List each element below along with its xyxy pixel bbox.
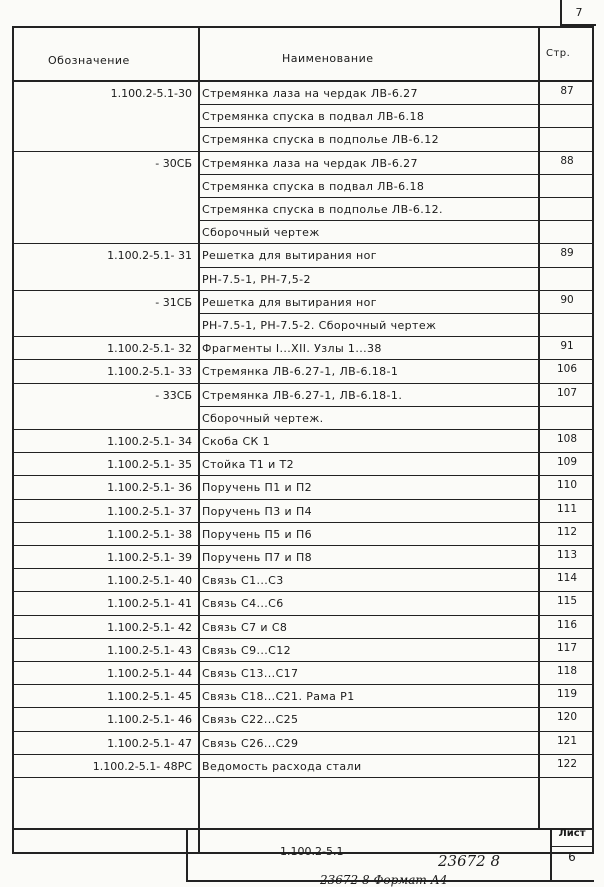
row-designation: 1.100.2-5.1- 40 bbox=[107, 574, 192, 588]
row-page-number: 117 bbox=[556, 641, 578, 654]
row-name: Скоба СК 1 bbox=[202, 435, 271, 448]
table-row bbox=[14, 105, 592, 128]
header-name: Наименование bbox=[282, 52, 374, 65]
row-designation: 1.100.2-5.1- 41 bbox=[107, 597, 192, 611]
table-row bbox=[14, 592, 592, 615]
row-designation: 1.100.2-5.1-30 bbox=[110, 87, 192, 100]
row-designation: 1.100.2-5.1- 44 bbox=[107, 667, 192, 680]
row-page-number: 111 bbox=[556, 502, 578, 515]
row-name: Стойка Т1 и Т2 bbox=[202, 458, 295, 472]
table-row bbox=[14, 407, 592, 430]
row-name: Поручень П3 и П4 bbox=[202, 504, 313, 518]
table-row bbox=[14, 244, 592, 267]
row-page-number: 108 bbox=[556, 433, 578, 445]
table-row bbox=[14, 128, 592, 151]
table-row bbox=[14, 569, 592, 592]
table-row bbox=[14, 291, 592, 314]
table-row bbox=[14, 616, 592, 639]
table-row bbox=[14, 708, 592, 731]
row-name: Связь С1...С3 bbox=[202, 574, 284, 588]
row-page-number: 88 bbox=[560, 154, 574, 167]
row-name: Поручень П7 и П8 bbox=[202, 551, 313, 564]
row-name: Связь С7 и С8 bbox=[202, 620, 288, 634]
row-name: Стремянка ЛВ-6.27-1, ЛВ-6.18-1 bbox=[202, 365, 399, 379]
table-row bbox=[14, 221, 592, 244]
row-page-number: 109 bbox=[556, 456, 578, 469]
row-designation: 1.100.2-5.1- 38 bbox=[107, 527, 192, 541]
table-row bbox=[14, 523, 592, 546]
stamp-handwritten-number: 23672 8 bbox=[438, 852, 501, 870]
row-name: Стремянка спуска в подвал ЛВ-6.18 bbox=[202, 179, 425, 193]
row-page-number: 116 bbox=[556, 618, 578, 631]
row-page-number: 90 bbox=[560, 293, 574, 306]
stamp-divider-left bbox=[186, 828, 188, 882]
row-name: Поручень П1 и П2 bbox=[202, 481, 313, 495]
row-page-number: 121 bbox=[556, 734, 578, 747]
row-designation: 1.100.2-5.1- 32 bbox=[107, 342, 192, 356]
corner-page-number: 7 bbox=[575, 6, 583, 19]
row-designation: 1.100.2-5.1- 31 bbox=[107, 249, 192, 263]
row-designation: 1.100.2-5.1- 48РС bbox=[92, 759, 192, 773]
table-row bbox=[14, 268, 592, 291]
row-page-number: 119 bbox=[556, 688, 578, 701]
row-name: Ведомость расхода стали bbox=[202, 759, 362, 773]
table-row bbox=[14, 198, 592, 221]
row-page-number: 87 bbox=[560, 85, 574, 97]
row-designation: - 30СБ bbox=[155, 156, 192, 170]
row-page-number: 91 bbox=[560, 340, 574, 353]
row-rule bbox=[14, 777, 592, 778]
row-designation: 1.100.2-5.1- 35 bbox=[107, 458, 192, 472]
row-designation: 1.100.2-5.1- 34 bbox=[107, 435, 192, 448]
row-page-number: 115 bbox=[556, 595, 578, 608]
row-page-number: 106 bbox=[556, 363, 578, 376]
row-name: Связь С26...С29 bbox=[202, 736, 299, 750]
row-page-number: 120 bbox=[556, 711, 578, 724]
row-name: Решетка для вытирания ног bbox=[202, 295, 377, 309]
row-designation: 1.100.2-5.1- 33 bbox=[107, 365, 192, 379]
header-designation: Обозначение bbox=[48, 54, 130, 67]
row-designation: 1.100.2-5.1- 36 bbox=[107, 481, 192, 495]
row-page-number: 107 bbox=[556, 386, 578, 399]
row-name: Связь С22...С25 bbox=[202, 713, 299, 727]
table-row bbox=[14, 82, 592, 105]
table-row bbox=[14, 453, 592, 476]
row-page-number: 89 bbox=[560, 247, 574, 260]
table-row bbox=[14, 360, 592, 383]
row-designation: 1.100.2-5.1- 37 bbox=[107, 504, 192, 518]
table-row bbox=[14, 685, 592, 708]
row-name: Стремянка лаза на чердак ЛВ-6.27 bbox=[202, 87, 418, 100]
table-row bbox=[14, 546, 592, 569]
row-name: Связь С9...С12 bbox=[202, 643, 292, 657]
table-row bbox=[14, 430, 592, 453]
row-name: Стремянка лаза на чердак ЛВ-6.27 bbox=[202, 156, 418, 170]
row-name: Сборочный чертеж. bbox=[202, 411, 324, 425]
stamp-sheet-number: 6 bbox=[568, 850, 576, 864]
row-name: Решетка для вытирания ног bbox=[202, 249, 377, 263]
row-name: Стремянка ЛВ-6.27-1, ЛВ-6.18-1. bbox=[202, 388, 403, 402]
table-row bbox=[14, 152, 592, 175]
row-page-number: 113 bbox=[556, 549, 578, 561]
row-name: Фрагменты I...XII. Узлы 1...38 bbox=[202, 342, 382, 356]
row-name: Связь С18...С21. Рама Р1 bbox=[202, 690, 355, 704]
table-row bbox=[14, 500, 592, 523]
table-row bbox=[14, 732, 592, 755]
row-page-number: 122 bbox=[556, 757, 578, 770]
page-footer: 23672 8 Формат А4 bbox=[320, 873, 448, 887]
row-designation: 1.100.2-5.1- 39 bbox=[107, 551, 192, 564]
row-page-number: 112 bbox=[556, 525, 578, 538]
row-page-number: 114 bbox=[556, 572, 578, 585]
row-name: Связь С13...С17 bbox=[202, 667, 299, 680]
table-row bbox=[14, 384, 592, 407]
row-name: РН-7.5-1, РН-7.5-2. Сборочный чертеж bbox=[202, 319, 437, 332]
table-row bbox=[14, 314, 592, 337]
table-row bbox=[14, 662, 592, 685]
table-row bbox=[14, 755, 592, 778]
row-name: РН-7.5-1, РН-7,5-2 bbox=[202, 272, 311, 286]
row-name: Поручень П5 и П6 bbox=[202, 527, 313, 541]
row-designation: 1.100.2-5.1- 45 bbox=[107, 690, 192, 704]
corner-page-box bbox=[560, 0, 596, 26]
table-row bbox=[14, 476, 592, 499]
row-designation: 1.100.2-5.1- 46 bbox=[107, 713, 192, 727]
row-designation: 1.100.2-5.1- 47 bbox=[107, 736, 192, 750]
row-designation: 1.100.2-5.1- 43 bbox=[107, 643, 192, 657]
table-row bbox=[14, 175, 592, 198]
row-designation: - 33СБ bbox=[155, 388, 192, 402]
contents-table bbox=[12, 26, 594, 854]
row-designation: - 31СБ bbox=[155, 295, 192, 309]
table-bottom-rule bbox=[14, 828, 592, 830]
table-row bbox=[14, 337, 592, 360]
table-row bbox=[14, 639, 592, 662]
row-name: Сборочный чертеж bbox=[202, 226, 320, 240]
row-name: Стремянка спуска в подвал ЛВ-6.18 bbox=[202, 110, 425, 124]
row-name: Стремянка спуска в подполье ЛВ-6.12. bbox=[202, 203, 443, 216]
row-name: Стремянка спуска в подполье ЛВ-6.12 bbox=[202, 133, 439, 147]
row-page-number: 110 bbox=[556, 479, 578, 492]
stamp-document-code: 1.100.2-5.1 bbox=[280, 845, 344, 858]
stamp-sheet-rule bbox=[550, 846, 594, 847]
stamp-sheet-label: Лист bbox=[558, 828, 586, 839]
row-page-number: 118 bbox=[556, 665, 578, 677]
header-page: Стр. bbox=[546, 48, 571, 59]
row-name: Связь С4...С6 bbox=[202, 597, 284, 611]
row-designation: 1.100.2-5.1- 42 bbox=[107, 620, 192, 634]
